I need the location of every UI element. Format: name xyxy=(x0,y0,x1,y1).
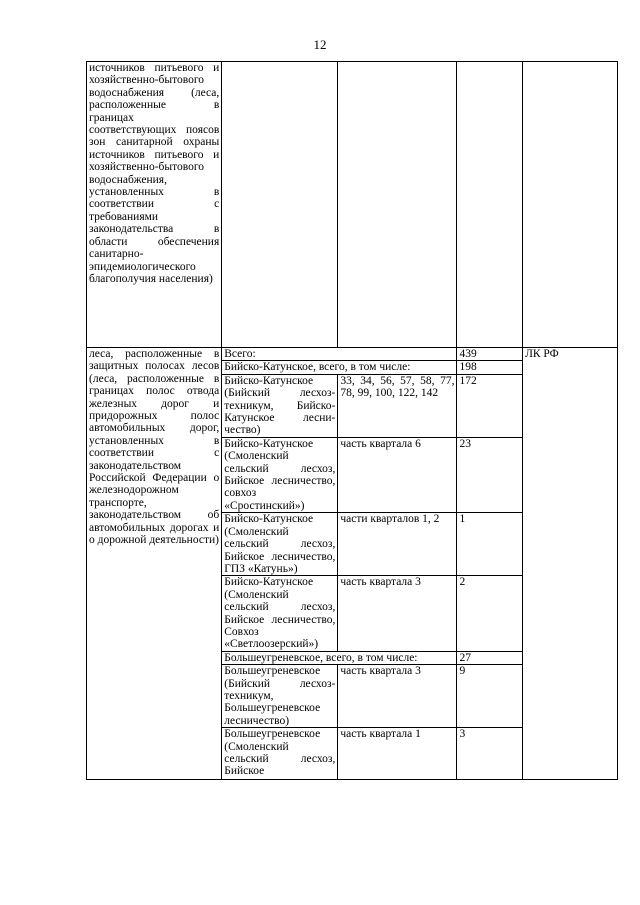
group-value: 27 xyxy=(457,651,523,664)
total-label: Всего: xyxy=(222,348,457,361)
sub-quarters: часть квартала 1 xyxy=(338,728,457,780)
sub-name: Бийско-Катунское (Смоленский сельский лесхоз, Бийское лесничество, ГПЗ «Катунь») xyxy=(222,513,338,576)
sub-quarters: часть квартала 6 xyxy=(338,437,457,512)
sub-name: Бийско-Катунское (Смоленский сельский лесхоз, Бийское лесничество, совхоз «Сростинский») xyxy=(222,437,338,512)
sub-area: 23 xyxy=(457,437,523,512)
group-value: 198 xyxy=(457,361,523,374)
sub-name: Большеугреневское (Бийский лесхоз-техникум, Большеугреневское лесничество) xyxy=(222,665,338,728)
sub-name: Большеугреневское (Смоленский сельский лесхоз, Бийское xyxy=(222,728,338,780)
sub-area: 2 xyxy=(457,576,523,651)
law-cell: ЛК РФ xyxy=(523,348,618,780)
group-label: Бийско-Катунское, всего, в том числе: xyxy=(222,361,457,374)
table-row xyxy=(87,62,618,348)
category-cell: леса, расположенные в защитных полосах лесов (леса, расположенные в границах полос отвода железных дорог и придорожных полос автомобильных дорог, установленных в соответствии с законодательством Российской Федерации о железнодорожном транспорте, законодательством об автомобильных дорогах и о дорожной деятельности) xyxy=(87,348,222,780)
empty-cell xyxy=(523,62,618,348)
table-row xyxy=(87,348,618,361)
sub-quarters: часть квартала 3 xyxy=(338,665,457,728)
sub-area: 172 xyxy=(457,374,523,437)
sub-area: 1 xyxy=(457,513,523,576)
sub-name: Бийско-Катунское (Смоленский сельский лесхоз, Бийское лесничество, Совхоз «Светлоозерский») xyxy=(222,576,338,651)
empty-cell xyxy=(222,62,338,348)
sub-name: Бийско-Катунское (Бийский лесхоз-техникум, Бийско-Катунское лесни-чество) xyxy=(222,374,338,437)
total-value: 439 xyxy=(457,348,523,361)
page-number: 12 xyxy=(313,37,327,52)
sub-area: 3 xyxy=(457,728,523,780)
group-label: Большеугреневское, всего, в том числе: xyxy=(222,651,457,664)
category-cell: источников питьевого и хозяйственно-бытового водоснабжения (леса, расположенные в границах соответствующих поясов зон санитарной охраны источников питьевого и хозяйственно-бытового водоснабжения, установленных в соответствии с требованиями законодательства в области обеспечения санитарно-эпидемиологического благополучия населения) xyxy=(87,62,222,348)
sub-quarters: часть квартала 3 xyxy=(338,576,457,651)
empty-cell xyxy=(457,62,523,348)
sub-quarters: части кварталов 1, 2 xyxy=(338,513,457,576)
sub-area: 9 xyxy=(457,665,523,728)
empty-cell xyxy=(338,62,457,348)
forest-table xyxy=(86,61,618,780)
sub-quarters: 33, 34, 56, 57, 58, 77, 78, 99, 100, 122, 142 xyxy=(338,374,457,437)
